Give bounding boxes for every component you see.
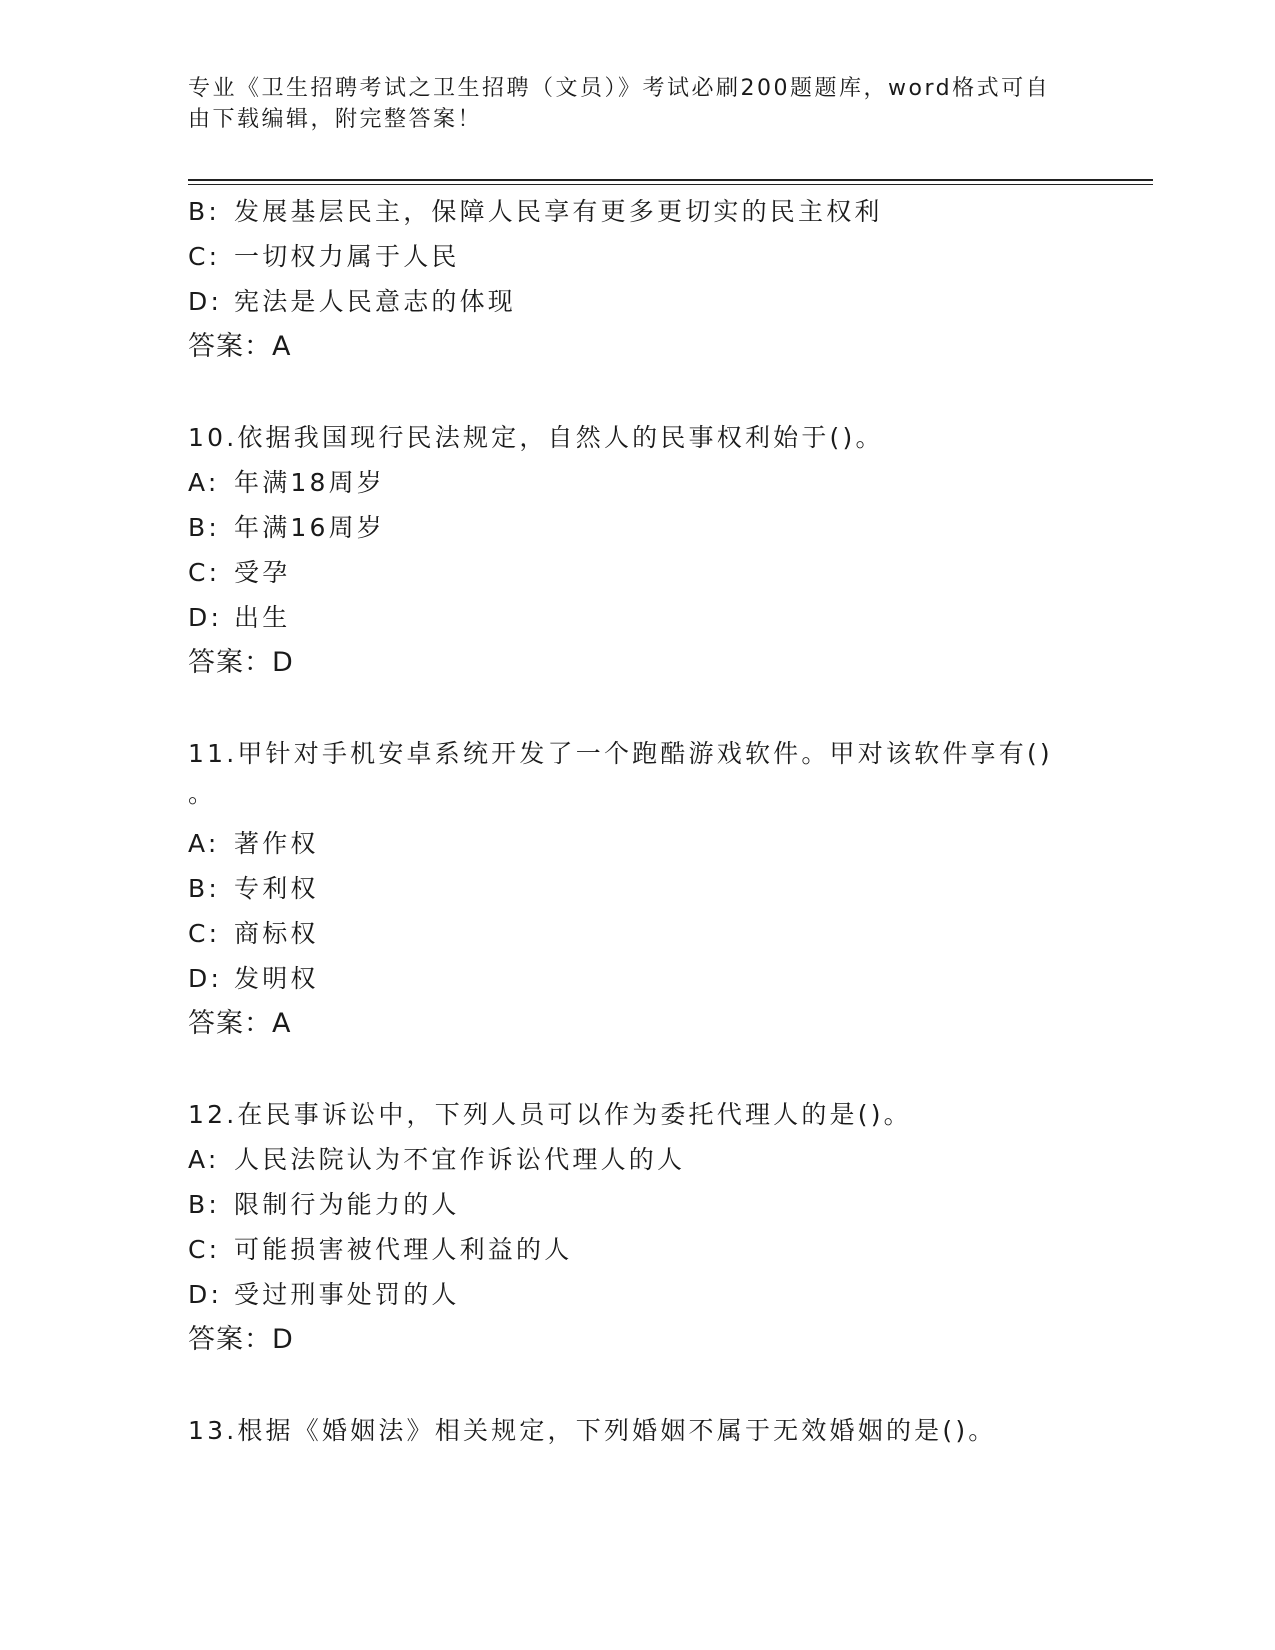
option-letter: C: bbox=[188, 1235, 221, 1264]
question-block-10 bbox=[188, 415, 1088, 685]
option-text: 商标权 bbox=[234, 919, 319, 948]
option-letter: D: bbox=[188, 964, 223, 993]
question-stem-continuation: 。 bbox=[188, 779, 217, 808]
option-a bbox=[188, 1137, 1088, 1182]
question-block-13 bbox=[188, 1408, 1088, 1453]
option-d bbox=[188, 595, 1088, 640]
option-letter: A: bbox=[188, 468, 220, 497]
option-letter: A: bbox=[188, 1145, 220, 1174]
question-stem: 11.甲针对手机安卓系统开发了一个跑酷游戏软件。甲对该软件享有() bbox=[188, 739, 1053, 768]
option-c bbox=[188, 234, 1088, 279]
option-letter: B: bbox=[188, 197, 220, 226]
question-stem: 12.在民事诉讼中，下列人员可以作为委托代理人的是()。 bbox=[188, 1100, 912, 1129]
header-divider-thick bbox=[188, 179, 1153, 181]
option-letter: C: bbox=[188, 558, 221, 587]
answer-line: 答案：D bbox=[188, 647, 294, 678]
spacer bbox=[188, 1362, 1088, 1408]
option-letter: B: bbox=[188, 1190, 220, 1219]
option-text: 限制行为能力的人 bbox=[234, 1190, 460, 1219]
header-line-1: 专业《卫生招聘考试之卫生招聘（文员）》考试必刷200题题库，word格式可自 bbox=[188, 76, 1051, 101]
spacer bbox=[188, 1046, 1088, 1092]
option-text: 年满16周岁 bbox=[234, 513, 386, 542]
option-c bbox=[188, 911, 1088, 956]
option-letter: B: bbox=[188, 874, 220, 903]
option-text: 发明权 bbox=[234, 964, 319, 993]
question-block-12 bbox=[188, 1092, 1088, 1362]
answer-line: 答案：A bbox=[188, 331, 292, 362]
option-letter: A: bbox=[188, 829, 220, 858]
option-text: 宪法是人民意志的体现 bbox=[234, 287, 517, 316]
option-text: 著作权 bbox=[234, 829, 319, 858]
option-text: 年满18周岁 bbox=[234, 468, 386, 497]
option-a bbox=[188, 821, 1088, 866]
option-d bbox=[188, 279, 1088, 324]
option-c bbox=[188, 550, 1088, 595]
answer-line: 答案：A bbox=[188, 1008, 292, 1039]
question-stem: 10.依据我国现行民法规定，自然人的民事权利始于()。 bbox=[188, 423, 884, 452]
option-letter: D: bbox=[188, 603, 223, 632]
option-text: 可能损害被代理人利益的人 bbox=[234, 1235, 573, 1264]
option-text: 一切权力属于人民 bbox=[234, 242, 460, 271]
option-letter: B: bbox=[188, 513, 220, 542]
document-header bbox=[188, 73, 1068, 135]
option-text: 人民法院认为不宜作诉讼代理人的人 bbox=[234, 1145, 686, 1174]
option-text: 发展基层民主，保障人民享有更多更切实的民主权利 bbox=[234, 197, 883, 226]
option-letter: C: bbox=[188, 919, 221, 948]
option-text: 受孕 bbox=[234, 558, 291, 587]
option-letter: C: bbox=[188, 242, 221, 271]
option-letter: D: bbox=[188, 287, 223, 316]
option-b bbox=[188, 866, 1088, 911]
option-b bbox=[188, 1182, 1088, 1227]
option-letter: D: bbox=[188, 1280, 223, 1309]
question-stem: 13.根据《婚姻法》相关规定，下列婚姻不属于无效婚姻的是()。 bbox=[188, 1416, 997, 1445]
option-b bbox=[188, 189, 1088, 234]
answer-line: 答案：D bbox=[188, 1324, 294, 1355]
header-divider-thin bbox=[188, 184, 1153, 185]
option-d bbox=[188, 956, 1088, 1001]
option-text: 专利权 bbox=[234, 874, 319, 903]
spacer bbox=[188, 369, 1088, 415]
option-text: 受过刑事处罚的人 bbox=[234, 1280, 460, 1309]
question-list bbox=[188, 189, 1088, 1453]
question-block-11 bbox=[188, 731, 1088, 1046]
option-a bbox=[188, 460, 1088, 505]
option-b bbox=[188, 505, 1088, 550]
spacer bbox=[188, 685, 1088, 731]
option-d bbox=[188, 1272, 1088, 1317]
option-c bbox=[188, 1227, 1088, 1272]
header-line-2: 由下载编辑，附完整答案！ bbox=[188, 107, 483, 132]
option-text: 出生 bbox=[234, 603, 291, 632]
question-block-prev bbox=[188, 189, 1088, 369]
